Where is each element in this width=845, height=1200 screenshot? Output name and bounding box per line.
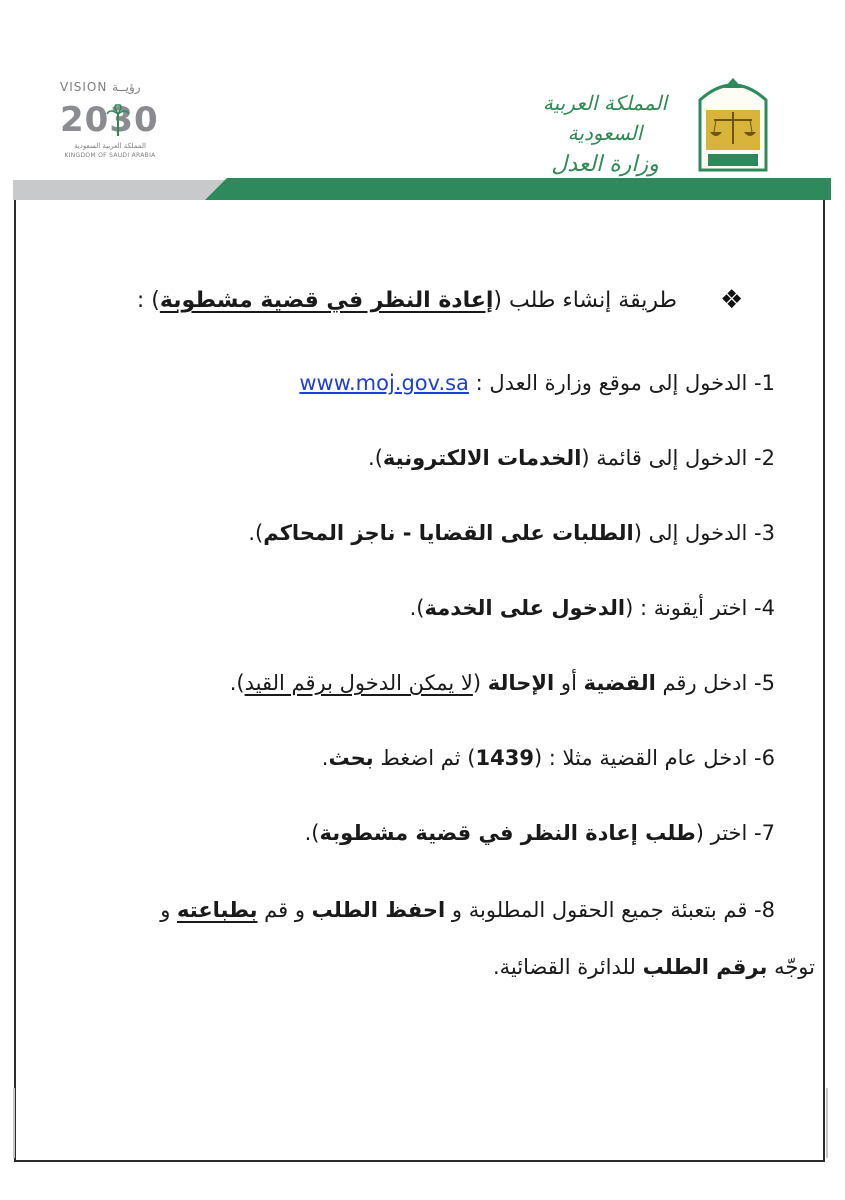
vision-kingdom-arabic: المملكة العربية السعودية	[74, 142, 146, 150]
step-8-continued	[493, 952, 815, 982]
step-text: الدخول إلى موقع وزارة العدل :	[468, 371, 755, 395]
title-close: ) :	[136, 288, 160, 313]
step-bold-referral: الإحالة	[487, 671, 555, 695]
step-bold: الطلبات على القضايا - ناجز المحاكم	[263, 521, 634, 545]
step-number: 3-	[754, 521, 775, 545]
step-text: الدخول إلى (	[633, 521, 755, 545]
title-prefix: طريقة إنشاء طلب	[509, 288, 677, 313]
step-number: 8-	[754, 898, 775, 922]
moj-website-link[interactable]: www.moj.gov.sa	[299, 371, 469, 395]
step-bold-save: احفظ الطلب	[311, 898, 446, 922]
step-text: اختر (	[695, 821, 755, 845]
step-text: قم بتعبئة جميع الحقول المطلوبة و	[445, 898, 755, 922]
step-end: و	[160, 898, 178, 922]
step-bold: الخدمات الالكترونية	[382, 446, 582, 470]
step-text: ادخل عام القضية مثلا : (	[533, 746, 755, 770]
step-7	[305, 818, 775, 848]
step-end: .	[321, 746, 329, 770]
step-text: توجّه	[767, 955, 815, 979]
header-band-green	[205, 178, 831, 200]
step-mid: ) ثم اضغط	[373, 746, 476, 770]
step-3	[248, 518, 775, 548]
palm-icon	[106, 104, 130, 138]
step-1	[299, 368, 775, 398]
vision-2030-logo	[50, 74, 175, 164]
title-bold: إعادة النظر في قضية مشطوبة	[159, 288, 494, 313]
step-underlined-note: لا يمكن الدخول برقم القيد	[244, 671, 473, 695]
ministry-name-text: وزارة العدل	[551, 152, 659, 177]
step-text: ادخل رقم	[655, 671, 755, 695]
step-number: 6-	[754, 746, 775, 770]
step-end: ).	[304, 821, 320, 845]
step-bold: الدخول على الخدمة	[424, 596, 626, 620]
vision-kingdom-english: KINGDOM OF SAUDI ARABIA	[64, 152, 156, 159]
frame-side-line-left	[13, 1088, 15, 1158]
step-2	[368, 443, 775, 473]
diamond-bullet-icon: ❖	[720, 285, 744, 315]
step-bold-search: بحث	[328, 746, 374, 770]
step-number: 7-	[754, 821, 775, 845]
step-6	[322, 743, 775, 773]
step-number: 1-	[754, 371, 775, 395]
step-bold-case: القضية	[583, 671, 656, 695]
step-open: (	[472, 671, 488, 695]
step-end: ).	[229, 671, 245, 695]
step-8	[160, 895, 775, 925]
step-number: 2-	[754, 446, 775, 470]
step-bold-print: بطباعته	[177, 898, 258, 922]
title-open: (	[493, 288, 509, 313]
step-5	[230, 668, 775, 698]
step-text: الدخول إلى قائمة (	[581, 446, 755, 470]
ministry-kingdom-text: المملكة العربية السعودية	[542, 91, 668, 145]
step-end: ).	[368, 446, 383, 470]
step-end: ).	[248, 521, 264, 545]
vision-year: 2030	[60, 100, 159, 140]
step-bold-year: 1439	[475, 746, 534, 770]
ministry-emblem-icon	[694, 70, 772, 175]
step-4	[410, 593, 775, 623]
document-title	[137, 286, 677, 316]
vision-label: VISION رؤيــة	[60, 80, 141, 94]
ministry-name-block	[520, 88, 690, 177]
step-bold: طلب إعادة النظر في قضية مشطوبة	[319, 821, 696, 845]
step-bold-request-number: برقم الطلب	[642, 955, 768, 979]
frame-side-line-right	[826, 1088, 828, 1158]
step-end: للدائرة القضائية.	[492, 955, 643, 979]
step-number: 5-	[754, 671, 775, 695]
step-end: ).	[409, 596, 425, 620]
step-number: 4-	[754, 596, 775, 620]
step-mid: أو	[554, 671, 584, 695]
step-mid: و قم	[257, 898, 312, 922]
step-text: اختر أيقونة : (	[625, 596, 755, 620]
